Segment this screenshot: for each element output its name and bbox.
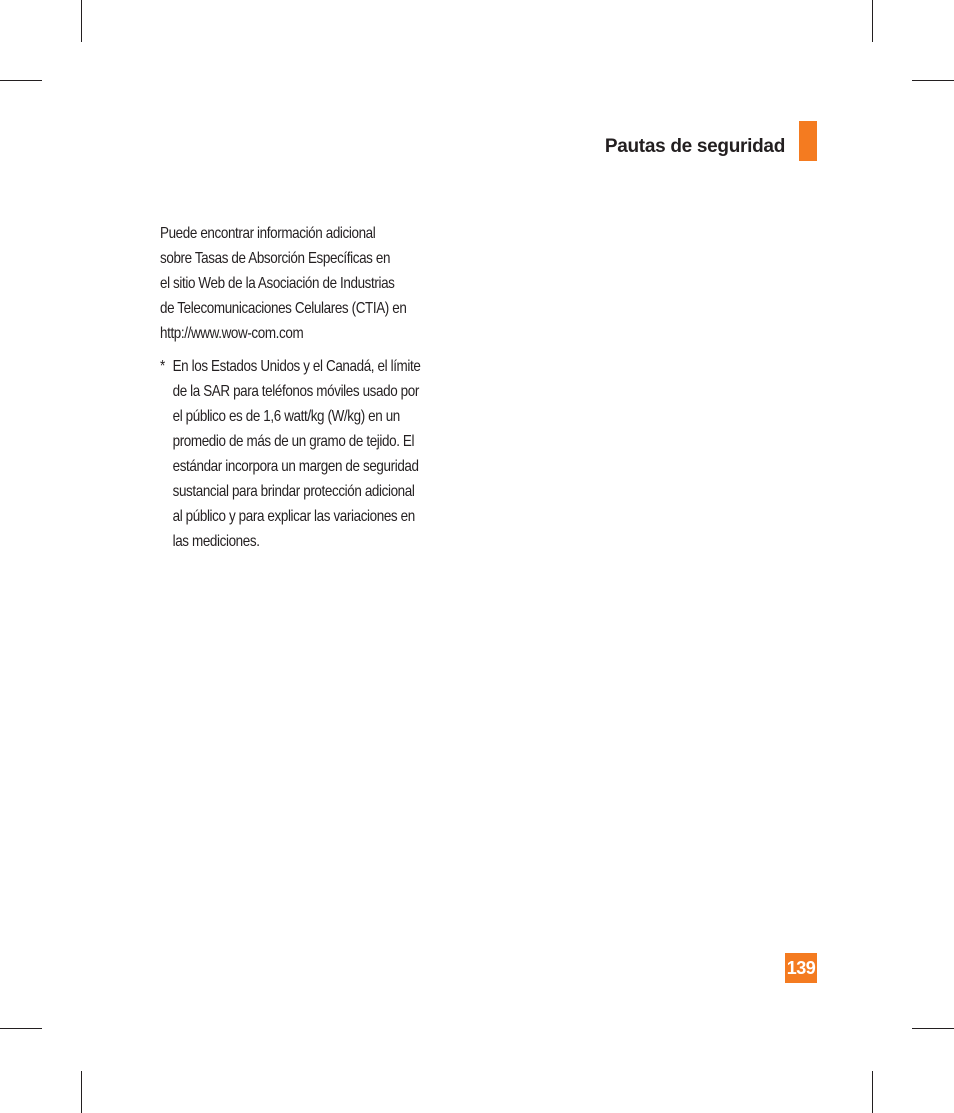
crop-mark-top-left-vertical [81, 0, 82, 42]
page-number: 139 [785, 953, 817, 983]
footnote-line: sustancial para brindar protección adicional [172, 483, 415, 500]
paragraph-line: el sitio Web de la Asociación de Industrias [160, 275, 395, 292]
crop-mark-bottom-right-vertical [872, 1071, 873, 1113]
sar-footnote [160, 354, 429, 554]
paragraph-line: sobre Tasas de Absorción Específicas en [160, 250, 391, 267]
footnote-line: las mediciones. [172, 533, 260, 550]
footnote-line: de la SAR para teléfonos móviles usado por [172, 383, 419, 400]
footnote-marker: * [160, 358, 165, 375]
footnote-line: estándar incorpora un margen de seguridad [172, 458, 419, 475]
page-content [160, 221, 429, 554]
footnote-line: En los Estados Unidos y el Canadá, el límite [172, 358, 421, 375]
paragraph-line: de Telecomunicaciones Celulares (CTIA) en [160, 300, 407, 317]
crop-mark-bottom-right-horizontal [912, 1028, 954, 1029]
footnote-line: promedio de más de un gramo de tejido. El [172, 433, 415, 450]
crop-mark-top-left-horizontal [0, 80, 42, 81]
crop-mark-bottom-left-horizontal [0, 1028, 42, 1029]
footnote-line: el público es de 1,6 watt/kg (W/kg) en un [172, 408, 400, 425]
intro-paragraph [160, 221, 429, 346]
paragraph-line: http://www.wow-com.com [160, 325, 304, 342]
paragraph-line: Puede encontrar información adicional [160, 225, 376, 242]
section-title: Pautas de seguridad [604, 136, 785, 157]
crop-mark-top-right-horizontal [912, 80, 954, 81]
footnote-line: al público y para explicar las variaciones en [172, 508, 415, 525]
crop-mark-top-right-vertical [872, 0, 873, 42]
section-tab-marker [799, 121, 817, 161]
crop-mark-bottom-left-vertical [81, 1071, 82, 1113]
